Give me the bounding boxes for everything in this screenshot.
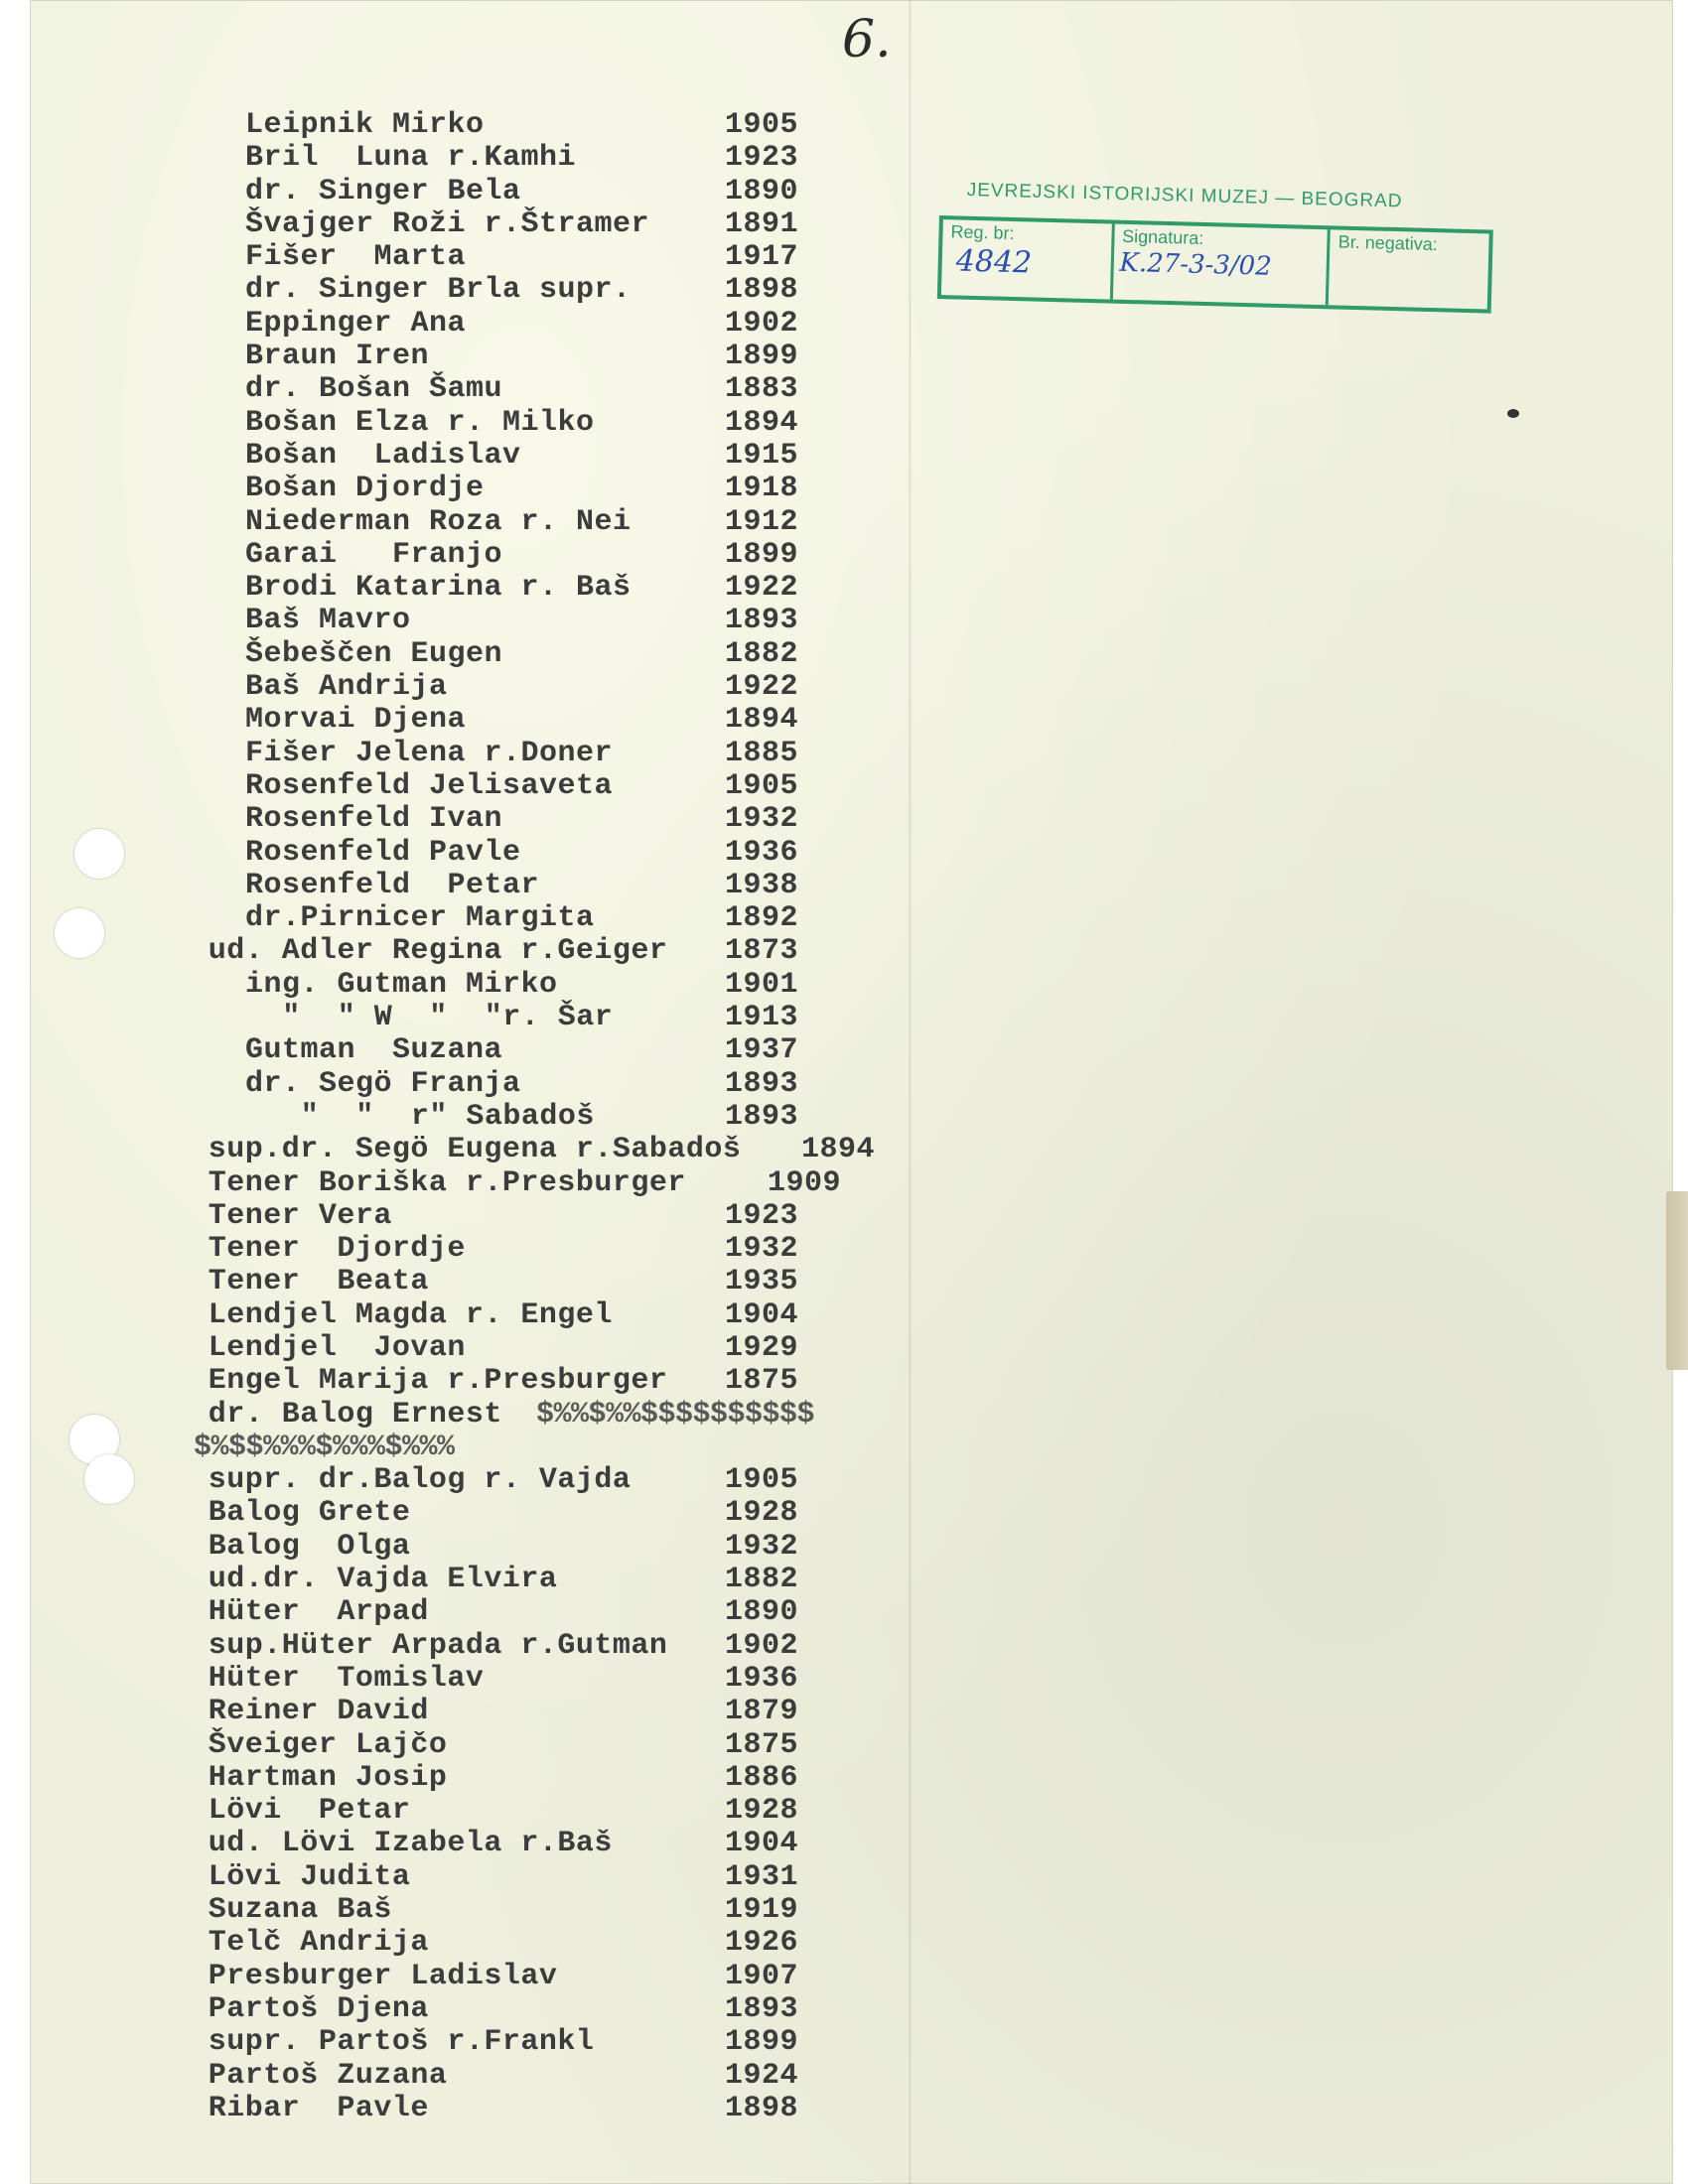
list-item [194, 274, 909, 307]
entry-year: 1905 [725, 1463, 799, 1498]
entry-year: 1899 [725, 537, 799, 572]
list-item [194, 902, 909, 935]
list-item [194, 1993, 909, 2026]
list-item [194, 241, 909, 274]
list-item [194, 373, 909, 406]
stamp-header: JEVREJSKI ISTORIJSKI MUZEJ — BEOGRAD [966, 180, 1403, 212]
entry-name: Rosenfeld Petar [245, 868, 540, 902]
entry-year: 1936 [725, 835, 799, 870]
entry-year: 1915 [725, 438, 799, 473]
list-item [194, 1332, 909, 1365]
list-item [194, 539, 909, 572]
stamp-box [937, 215, 1493, 314]
entry-name: Rosenfeld Pavle [245, 835, 521, 870]
entry-name: Telč Andrija [208, 1926, 429, 1961]
entry-year: 1875 [725, 1364, 799, 1399]
entry-name: ud. Lövi Izabela r.Baš [208, 1827, 613, 1861]
entry-year: 1901 [725, 967, 799, 1002]
paper-tab [1666, 1191, 1688, 1370]
list-item [194, 407, 909, 440]
entry-name: Hartman Josip [208, 1760, 448, 1795]
list-item [194, 1861, 909, 1894]
struck-out-text: $%%$%%$$$$$$$$$$ [536, 1397, 815, 1432]
entry-name: Hüter Arpad [208, 1595, 429, 1630]
entry-year: 1932 [725, 1232, 799, 1267]
entry-name: Bošan Ladislav [245, 438, 521, 473]
entry-year: 1917 [725, 240, 799, 275]
list-item [194, 1399, 909, 1432]
entry-year: 1894 [801, 1133, 876, 1167]
entry-name: Baš Andrija [245, 670, 448, 705]
entry-year: 1926 [725, 1926, 799, 1961]
list-item [194, 1729, 909, 1762]
entry-year: 1890 [725, 174, 799, 208]
list-item [194, 870, 909, 902]
page-number: 6. [842, 10, 892, 69]
list-item [194, 1696, 909, 1728]
entry-name: Lendjel Jovan [208, 1330, 466, 1365]
list-item [194, 770, 909, 803]
entry-year: 1928 [725, 1496, 799, 1531]
entry-name: sup.Hüter Arpada r.Gutman [208, 1628, 668, 1663]
entry-year: 1886 [725, 1760, 799, 1795]
list-item [194, 1663, 909, 1696]
list-item [194, 572, 909, 605]
entry-name: Gutman Suzana [245, 1033, 503, 1068]
entry-name: Baš Mavro [245, 604, 411, 638]
entry-year: 1898 [725, 273, 799, 308]
stamp-signatura-cell [1113, 224, 1332, 306]
stamp-negativ-label: Br. negativa: [1337, 231, 1439, 255]
list-item [194, 440, 909, 473]
entry-name: Engel Marija r.Presburger [208, 1364, 668, 1399]
entry-year: 1913 [725, 1001, 799, 1035]
list-item [194, 142, 909, 175]
entry-year: 1905 [725, 768, 799, 803]
entry-name: Suzana Baš [208, 1893, 392, 1928]
entry-year: 1923 [725, 141, 799, 176]
entry-year: 1918 [725, 472, 799, 506]
punch-hole [55, 908, 104, 958]
entry-name: Hüter Tomislav [208, 1661, 485, 1696]
entry-name: supr. dr.Balog r. Vajda [208, 1463, 632, 1498]
entry-name: dr.Pirnicer Margita [245, 901, 595, 936]
entry-name: Tener Boriška r.Presburger [208, 1165, 686, 1200]
list-item [194, 1200, 909, 1233]
entry-name: ud.dr. Vajda Elvira [208, 1563, 558, 1597]
entry-name: Brodi Katarina r. Baš [245, 571, 632, 606]
list-item [194, 1101, 909, 1134]
list-item [194, 738, 909, 770]
list-item [194, 1927, 909, 1960]
list-item [194, 605, 909, 637]
list-item [194, 109, 909, 142]
entry-year: 1892 [725, 901, 799, 936]
entry-name: sup.dr. Segö Eugena r.Sabadoš [208, 1133, 742, 1167]
entry-name: Lövi Petar [208, 1794, 411, 1829]
list-item [194, 1961, 909, 1993]
entry-name: Švajger Roži r.Štramer [245, 206, 650, 241]
entry-name: " " W " "r. Šar [282, 1001, 614, 1035]
entry-year: 1891 [725, 206, 799, 241]
entry-name: Partoš Djena [208, 1991, 429, 2026]
list-item [194, 1630, 909, 1663]
entry-name: Bril Luna r.Kamhi [245, 141, 577, 176]
stamp-reg-label: Reg. br: [950, 221, 1015, 243]
entry-name: Balog Olga [208, 1529, 411, 1564]
list-item [194, 176, 909, 208]
list-item [194, 1762, 909, 1795]
list-item [194, 1365, 909, 1398]
list-item [194, 1266, 909, 1298]
list-item [194, 1002, 909, 1034]
list-item [194, 1068, 909, 1101]
list-item [194, 506, 909, 539]
list-item [194, 1464, 909, 1497]
entry-year: 1924 [725, 2058, 799, 2093]
entry-name: Rosenfeld Ivan [245, 802, 503, 837]
entry-year: 1879 [725, 1695, 799, 1729]
entry-year: 1893 [725, 1099, 799, 1134]
archive-stamp [939, 174, 1495, 323]
entry-year: 1936 [725, 1661, 799, 1696]
entry-year: 1873 [725, 934, 799, 969]
entry-year: 1904 [725, 1827, 799, 1861]
list-item [194, 208, 909, 241]
list-item [194, 1828, 909, 1860]
entry-year: 1907 [725, 1959, 799, 1993]
list-item [194, 935, 909, 968]
entry-name: dr. Singer Brla supr. [245, 273, 632, 308]
list-item [194, 1795, 909, 1828]
entry-name: Braun Iren [245, 340, 430, 374]
entry-year: 1899 [725, 340, 799, 374]
entry-name: Šebeščen Eugen [245, 636, 503, 671]
list-item [194, 2093, 909, 2125]
entry-name: Garai Franjo [245, 537, 503, 572]
ink-speck [1507, 409, 1519, 418]
entry-year: 1929 [725, 1330, 799, 1365]
entry-year: 1937 [725, 1033, 799, 1068]
list-item [194, 308, 909, 341]
entry-year: 1932 [725, 1529, 799, 1564]
entry-year: 1885 [725, 736, 799, 770]
entry-name: Ribar Pavle [208, 2091, 429, 2125]
list-item [194, 1167, 909, 1200]
list-item [194, 671, 909, 704]
entry-name: " " r" Sabadoš [300, 1099, 595, 1134]
document-sheet [30, 0, 1673, 2184]
entry-name: dr. Balog Ernest [208, 1397, 502, 1432]
entry-year: 1909 [768, 1165, 842, 1200]
stamp-signatura-label: Signatura: [1121, 225, 1204, 248]
stamp-negativ-cell [1329, 229, 1489, 309]
entry-name: Leipnik Mirko [245, 108, 485, 142]
entry-year: 1902 [725, 306, 799, 341]
entry-year: 1893 [725, 1991, 799, 2026]
entry-year: 1898 [725, 2091, 799, 2125]
list-item [194, 1596, 909, 1629]
list-item [194, 341, 909, 373]
page-fold [909, 0, 912, 2184]
list-item [194, 2060, 909, 2093]
list-item [194, 1034, 909, 1067]
entry-name: Presburger Ladislav [208, 1959, 558, 1993]
entry-name: Partoš Zuzana [208, 2058, 448, 2093]
list-item [194, 1432, 909, 1464]
entry-name: Tener Djordje [208, 1232, 466, 1267]
list-item [194, 1233, 909, 1266]
stamp-reg-cell [941, 219, 1115, 299]
list-item [194, 837, 909, 870]
entry-name: dr. Segö Franja [245, 1066, 521, 1101]
entry-year: 1894 [725, 703, 799, 738]
entry-year: 1923 [725, 1198, 799, 1233]
entry-year: 1905 [725, 108, 799, 142]
entry-year: 1904 [725, 1297, 799, 1332]
entry-year: 1912 [725, 504, 799, 539]
entry-name: Eppinger Ana [245, 306, 467, 341]
stamp-signatura-value: K.27-3-3/02 [1119, 247, 1273, 282]
list-item [194, 1894, 909, 1927]
list-item [194, 1299, 909, 1332]
list-item [194, 1497, 909, 1530]
entry-name: Lendjel Magda r. Engel [208, 1297, 613, 1332]
entry-name: Reiner David [208, 1695, 429, 1729]
entry-name: dr. Bošan Šamu [245, 372, 503, 407]
entry-name: Lövi Judita [208, 1859, 411, 1894]
entry-name: ud. Adler Regina r.Geiger [208, 934, 668, 969]
entry-name: Rosenfeld Jelisaveta [245, 768, 614, 803]
entry-name: Morvai Djena [245, 703, 467, 738]
entry-year: 1938 [725, 868, 799, 902]
entry-name: dr. Singer Bela [245, 174, 521, 208]
entry-name: Fišer Marta [245, 240, 467, 275]
entry-name: Tener Vera [208, 1198, 392, 1233]
entry-year: 1883 [725, 372, 799, 407]
list-item [194, 473, 909, 505]
list-item [194, 803, 909, 836]
entry-year: 1882 [725, 1563, 799, 1597]
list-item [194, 1134, 909, 1166]
entry-name: Tener Beata [208, 1265, 429, 1299]
entry-year: 1932 [725, 802, 799, 837]
name-list [194, 109, 909, 2125]
entry-name: Bošan Djordje [245, 472, 485, 506]
entry-name: Fišer Jelena r.Doner [245, 736, 614, 770]
entry-name: ing. Gutman Mirko [245, 967, 558, 1002]
list-item [194, 704, 909, 737]
entry-year: 1894 [725, 405, 799, 440]
entry-year: 1922 [725, 670, 799, 705]
entry-name: Bošan Elza r. Milko [245, 405, 595, 440]
stamp-reg-value: 4842 [955, 243, 1033, 281]
entry-year: 1935 [725, 1265, 799, 1299]
punch-hole [84, 1454, 134, 1504]
entry-year: 1922 [725, 571, 799, 606]
entry-name: supr. Partoš r.Frankl [208, 2025, 595, 2060]
punch-hole [74, 829, 124, 879]
entry-year: 1899 [725, 2025, 799, 2060]
entry-name: Niederman Roza r. Nei [245, 504, 632, 539]
entry-year: 1893 [725, 604, 799, 638]
entry-name: Balog Grete [208, 1496, 411, 1531]
list-item [194, 638, 909, 671]
list-item [194, 2026, 909, 2059]
struck-out-text: $%$$%%%$%%%$%%% [194, 1430, 455, 1464]
entry-year: 1893 [725, 1066, 799, 1101]
list-item [194, 969, 909, 1002]
list-item [194, 1564, 909, 1596]
entry-year: 1931 [725, 1859, 799, 1894]
entry-year: 1902 [725, 1628, 799, 1663]
list-item [194, 1531, 909, 1564]
entry-name: Šveiger Lajčo [208, 1727, 448, 1762]
entry-year: 1890 [725, 1595, 799, 1630]
entry-year: 1882 [725, 636, 799, 671]
entry-year: 1928 [725, 1794, 799, 1829]
entry-year: 1875 [725, 1727, 799, 1762]
entry-year: 1919 [725, 1893, 799, 1928]
